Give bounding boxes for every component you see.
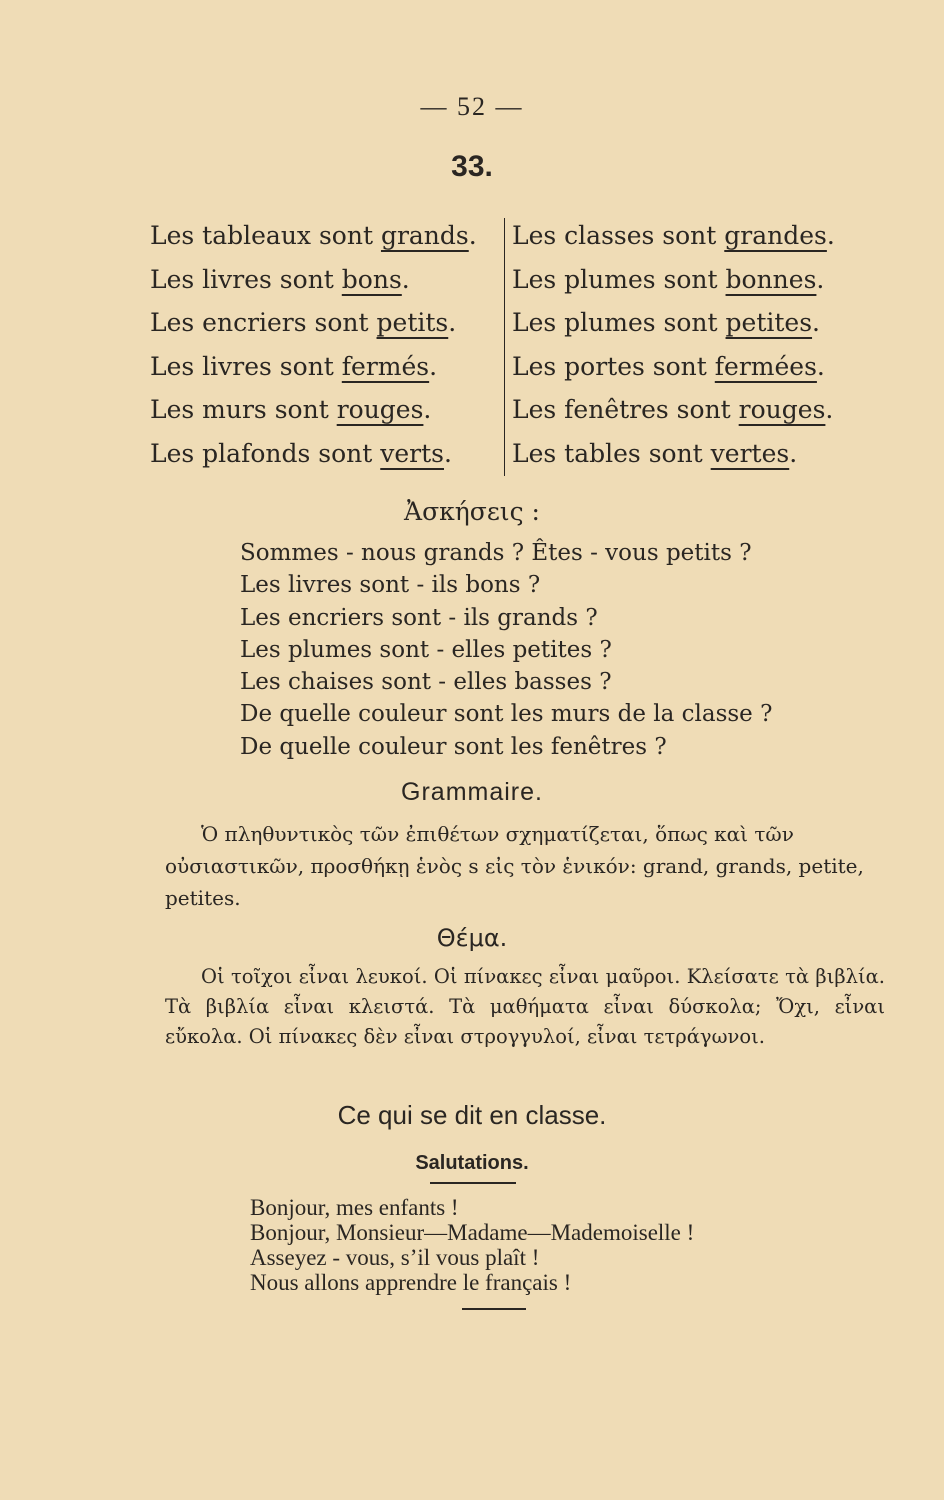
sentence xyxy=(150,388,500,432)
underlined-adjective: petits xyxy=(376,308,449,337)
sentence-text: Les encriers sont xyxy=(150,308,377,337)
underlined-adjective: bonnes xyxy=(725,264,817,294)
exercise-question: Les chaises sont - elles basses ? xyxy=(240,669,612,696)
salutation-line: Asseyez - vous, s’il vous plaît ! xyxy=(250,1245,540,1270)
sentence-text: Les fenêtres sont xyxy=(512,395,739,424)
sentence-end: . xyxy=(816,264,825,294)
sentence-text: Les livres sont xyxy=(150,351,342,381)
sentence xyxy=(512,258,892,302)
underlined-adjective: rouges xyxy=(336,395,424,424)
sentence-text: Les plafonds sont xyxy=(150,438,381,468)
sentence-text: Les tables sont xyxy=(512,438,711,468)
underlined-adjective: fermés xyxy=(341,351,430,381)
theme-paragraph: Οἱ τοῖχοι εἶναι λευκοί. Οἱ πίνακες εἶναι μαῦροι. Κλείσατε τὰ βιβλία. Τὰ βιβλία εἶναι κλειστά. Τὰ μαθήματα εἶναι δύσκολα; Ὄχι, εἶναι εὔκολα. Οἱ πίνακες δὲν εἶναι στρογγυλοί, εἶναι τετράγωνοι. xyxy=(165,965,885,1048)
sentence-end: . xyxy=(444,438,452,468)
sentence-end: . xyxy=(789,438,798,468)
sentence-text: Les portes sont xyxy=(512,351,715,381)
salutation-lines xyxy=(250,1195,870,1295)
sentence-text: Les murs sont xyxy=(150,395,337,424)
salutation-line: Nous allons apprendre le français ! xyxy=(250,1270,572,1295)
exercise-question: Les plumes sont - elles petites ? xyxy=(240,636,612,663)
sentence xyxy=(150,345,500,389)
left-sentence-column xyxy=(150,214,500,475)
sentence xyxy=(150,301,500,345)
sentence xyxy=(150,214,500,258)
right-sentence-column xyxy=(512,214,892,475)
sentence-end: . xyxy=(825,395,834,424)
exercise-questions xyxy=(240,537,860,763)
salutation-line: Bonjour, mes enfants ! xyxy=(250,1195,459,1220)
underlined-adjective: grands xyxy=(380,221,469,250)
sentence-end: . xyxy=(423,395,432,424)
exercise-question: Les encriers sont - ils grands ? xyxy=(240,604,598,631)
classroom-phrases-heading: Ce qui se dit en classe. xyxy=(337,1100,607,1130)
sentence xyxy=(150,258,500,302)
underlined-adjective: verts xyxy=(380,438,444,468)
sentence xyxy=(512,214,892,258)
sentence-text: Les livres sont xyxy=(150,264,342,294)
closing-rule xyxy=(462,1308,526,1310)
underlined-adjective: bons xyxy=(341,264,402,294)
underlined-adjective: fermées xyxy=(714,351,817,381)
sentence xyxy=(512,388,892,432)
sentence-end: . xyxy=(826,221,835,250)
sentence xyxy=(150,432,500,476)
sentence xyxy=(512,345,892,389)
lesson-number: 33. xyxy=(451,150,493,183)
sentence-end: . xyxy=(448,308,457,337)
sentence-text: Les plumes sont xyxy=(512,308,726,337)
theme-heading: Θέμα. xyxy=(436,924,508,952)
sentence xyxy=(512,432,892,476)
sentence-end: . xyxy=(816,351,825,381)
sentence-end: . xyxy=(468,221,477,250)
exercise-question: De quelle couleur sont les murs de la classe ? xyxy=(240,701,773,728)
underlined-adjective: grandes xyxy=(724,221,827,250)
sentence-text: Les tableaux sont xyxy=(150,221,381,250)
page-number: — 52 — xyxy=(420,92,524,121)
exercise-question: Les livres sont - ils bons ? xyxy=(240,572,541,599)
salutations-heading: Salutations. xyxy=(415,1152,529,1174)
grammar-paragraph: Ὁ πληθυντικὸς τῶν ἐπιθέτων σχηματίζεται, ὅπως καὶ τῶν οὐσιαστικῶν, προσθήκῃ ἑνὸς s εἰς τὸν ἑνικόν: grand, grands, petite, petites. xyxy=(165,822,864,910)
sentence-end: . xyxy=(812,308,820,337)
underlined-adjective: petites xyxy=(725,308,813,337)
sentence-text: Les plumes sont xyxy=(512,264,726,294)
column-divider xyxy=(504,218,505,476)
sentence-end: . xyxy=(429,351,438,381)
exercises-heading: Ἀσκήσεις : xyxy=(404,497,540,526)
sentence xyxy=(512,301,892,345)
underlined-adjective: vertes xyxy=(710,438,790,468)
salutation-line: Bonjour, Monsieur—Madame—Mademoiselle ! xyxy=(250,1220,695,1245)
salutations-rule xyxy=(430,1182,516,1184)
grammar-heading: Grammaire. xyxy=(401,778,543,806)
sentence-end: . xyxy=(401,264,410,294)
underlined-adjective: rouges xyxy=(738,395,826,424)
exercise-question: De quelle couleur sont les fenêtres ? xyxy=(240,733,667,760)
sentence-text: Les classes sont xyxy=(512,221,725,250)
exercise-question: Sommes - nous grands ? Êtes - vous petits ? xyxy=(240,540,752,566)
